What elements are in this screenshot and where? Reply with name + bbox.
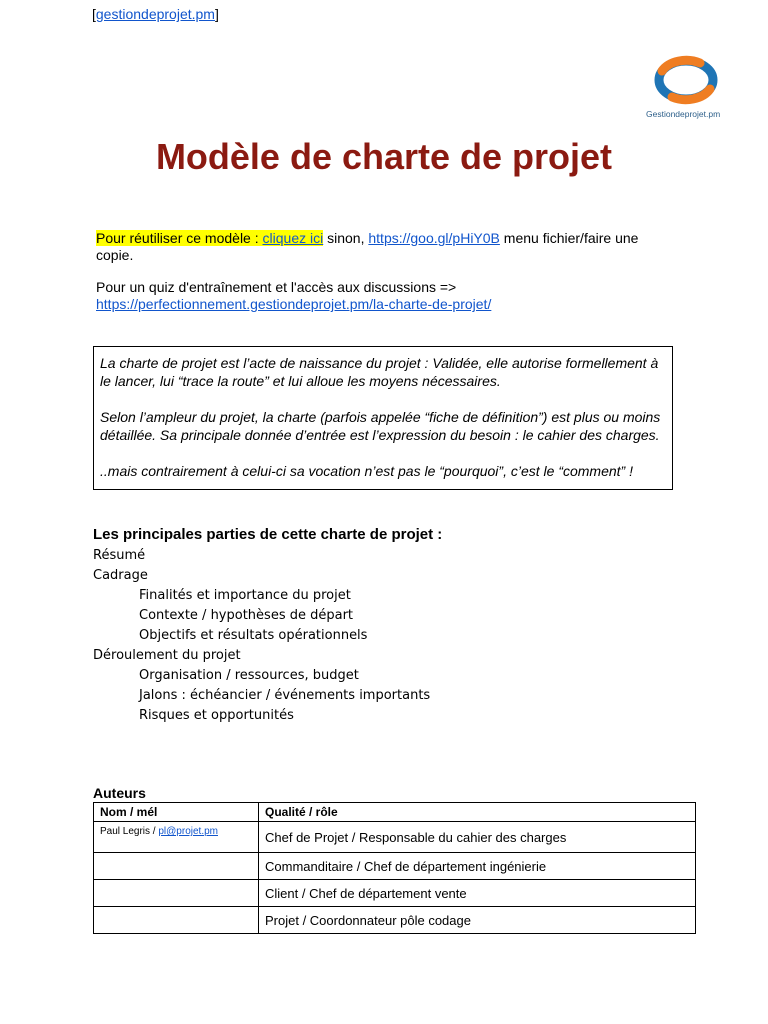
authors-table — [93, 802, 696, 934]
table-row — [94, 880, 696, 907]
short-url-link[interactable]: https://goo.gl/pHiY0B — [368, 230, 500, 246]
intro-box — [93, 346, 673, 490]
outline-subitem: Finalités et importance du projet — [139, 588, 351, 603]
author-role-cell[interactable]: Projet / Coordonnateur pôle codage — [259, 907, 696, 934]
bracket-close: ] — [214, 6, 219, 22]
outline-subitem: Organisation / ressources, budget — [139, 668, 359, 683]
quiz-paragraph — [96, 279, 656, 313]
author-email-link[interactable]: pl@projet.pm — [158, 826, 218, 837]
reuse-highlight-text: Pour réutiliser ce modèle : — [96, 230, 263, 246]
intro-paragraph: ..mais contrairement à celui-ci sa vocation n’est pas le “pourquoi”, c’est le “comment” ! — [100, 463, 633, 479]
outline-subitem: Jalons : échéancier / événements importants — [139, 688, 431, 703]
header-role: Qualité / rôle — [259, 803, 696, 822]
author-role-cell[interactable]: Client / Chef de département vente — [259, 880, 696, 907]
table-row — [94, 907, 696, 934]
author-role-cell[interactable]: Commanditaire / Chef de département ingénierie — [259, 853, 696, 880]
logo-caption: Gestiondeprojet.pm — [646, 109, 721, 119]
author-name-cell[interactable] — [94, 822, 259, 853]
gestiondeprojet-link[interactable]: gestiondeprojet.pm — [95, 6, 215, 22]
quiz-url-link[interactable]: https://perfectionnement.gestiondeprojet.pm/la-charte-de-projet/ — [96, 296, 492, 312]
page-title: Modèle de charte de projet — [155, 136, 613, 177]
table-header-row — [94, 803, 696, 822]
author-name: Paul Legris / — [100, 826, 159, 837]
outline-item: Résumé — [93, 548, 146, 563]
gestiondeprojet-logo — [640, 55, 732, 125]
outline-subitem: Risques et opportunités — [139, 708, 294, 723]
parts-title: Les principales parties de cette charte de projet : — [93, 526, 443, 543]
reuse-middle-text: sinon, — [323, 230, 369, 246]
quiz-text: Pour un quiz d'entraînement et l'accès aux discussions => — [96, 279, 457, 295]
logo-rings-icon — [640, 55, 732, 111]
parts-outline — [93, 546, 430, 726]
reuse-paragraph — [96, 230, 656, 264]
authors-title: Auteurs — [93, 785, 146, 801]
intro-paragraph: Selon l’ampleur du projet, la charte (parfois appelée “fiche de définition”) est plus ou moins détaillée. Sa principale donnée d’entrée est l’expression du besoin : le cahier des charges. — [100, 409, 661, 443]
intro-paragraph: La charte de projet est l’acte de naissance du projet : Validée, elle autorise formellement à le lancer, lui “trace la route” et lui alloue les moyens nécessaires. — [100, 355, 659, 389]
author-role-cell[interactable]: Chef de Projet / Responsable du cahier des charges — [259, 822, 696, 853]
table-row — [94, 853, 696, 880]
click-here-link[interactable]: cliquez ici — [262, 230, 324, 246]
outline-item: Cadrage — [93, 568, 148, 583]
outline-subitem: Contexte / hypothèses de départ — [139, 608, 354, 623]
author-name-cell[interactable] — [94, 853, 259, 880]
table-row — [94, 822, 696, 853]
bracket-open: [ — [92, 6, 96, 22]
author-name-cell[interactable] — [94, 880, 259, 907]
outline-subitem: Objectifs et résultats opérationnels — [139, 628, 368, 643]
reuse-tail-text: menu fichier/faire une copie. — [96, 230, 639, 263]
author-name-cell[interactable] — [94, 907, 259, 934]
outline-item: Déroulement du projet — [93, 648, 241, 663]
source-link-line — [92, 6, 219, 22]
header-name-email: Nom / mél — [94, 803, 259, 822]
